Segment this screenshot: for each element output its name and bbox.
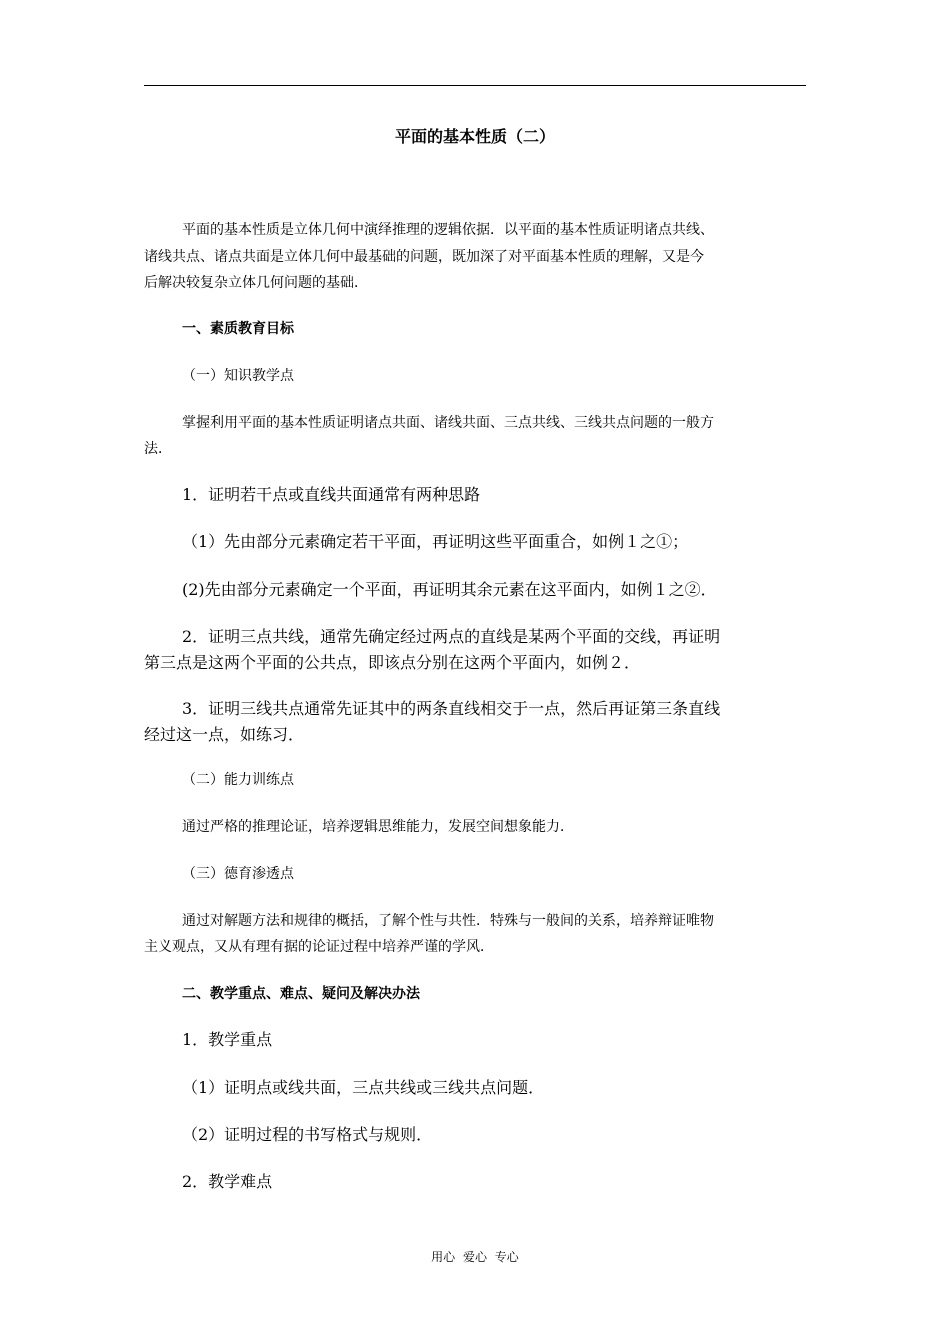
list-item-1-b: (2)先由部分元素确定一个平面，再证明其余元素在这平面内，如例１之②． xyxy=(182,580,717,599)
knowledge-para-line-2: 法． xyxy=(144,441,172,457)
intro-line-2: 诸线共点、诸点共面是立体几何中最基础的问题，既加深了对平面基本性质的理解，又是今 xyxy=(144,249,704,265)
moral-para-line-2: 主义观点，又从有理有据的论证过程中培养严谨的学风． xyxy=(144,939,494,955)
list-item-3-line-1: 3．证明三线共点通常先证其中的两条直线相交于一点，然后再证第三条直线 xyxy=(182,699,721,718)
list-item-2-line-1: 2．证明三点共线，通常先确定经过两点的直线是某两个平面的交线，再证明 xyxy=(182,627,721,646)
page-footer: 用心 爱心 专心 xyxy=(431,1250,519,1264)
section2-item-2: 2．教学难点 xyxy=(182,1172,273,1191)
section-heading-1: 一、素质教育目标 xyxy=(182,321,294,337)
subheading-knowledge: （一）知识教学点 xyxy=(182,368,294,384)
list-item-1-a: （1）先由部分元素确定若干平面，再证明这些平面重合，如例１之①； xyxy=(182,532,689,551)
subheading-moral: （三）德育渗透点 xyxy=(182,866,294,882)
list-item-3-line-2: 经过这一点，如练习． xyxy=(144,725,305,744)
list-item-2-line-2: 第三点是这两个平面的公共点，即该点分别在这两个平面内，如例２． xyxy=(144,653,641,672)
section-heading-2: 二、教学重点、难点、疑问及解决办法 xyxy=(182,986,420,1002)
section2-item-1-a: （1）证明点或线共面，三点共线或三线共点问题． xyxy=(182,1078,545,1097)
page-title: 平面的基本性质（二） xyxy=(394,127,555,146)
intro-line-3: 后解决较复杂立体几何问题的基础． xyxy=(144,275,368,291)
intro-line-1: 平面的基本性质是立体几何中演绎推理的逻辑依据．以平面的基本性质证明诸点共线、 xyxy=(182,222,714,238)
section2-item-1-b: （2）证明过程的书写格式与规则． xyxy=(182,1125,433,1144)
moral-para-line-1: 通过对解题方法和规律的概括，了解个性与共性．特殊与一般间的关系，培养辩证唯物 xyxy=(182,913,714,929)
knowledge-para-line-1: 掌握利用平面的基本性质证明诸点共面、诸线共面、三点共线、三线共点问题的一般方 xyxy=(182,415,714,431)
header-rule xyxy=(144,85,806,86)
section2-item-1: 1．教学重点 xyxy=(182,1030,273,1049)
subheading-ability: （二）能力训练点 xyxy=(182,772,294,788)
list-item-1: 1．证明若干点或直线共面通常有两种思路 xyxy=(182,485,481,504)
ability-para: 通过严格的推理论证，培养逻辑思维能力，发展空间想象能力． xyxy=(182,819,574,835)
